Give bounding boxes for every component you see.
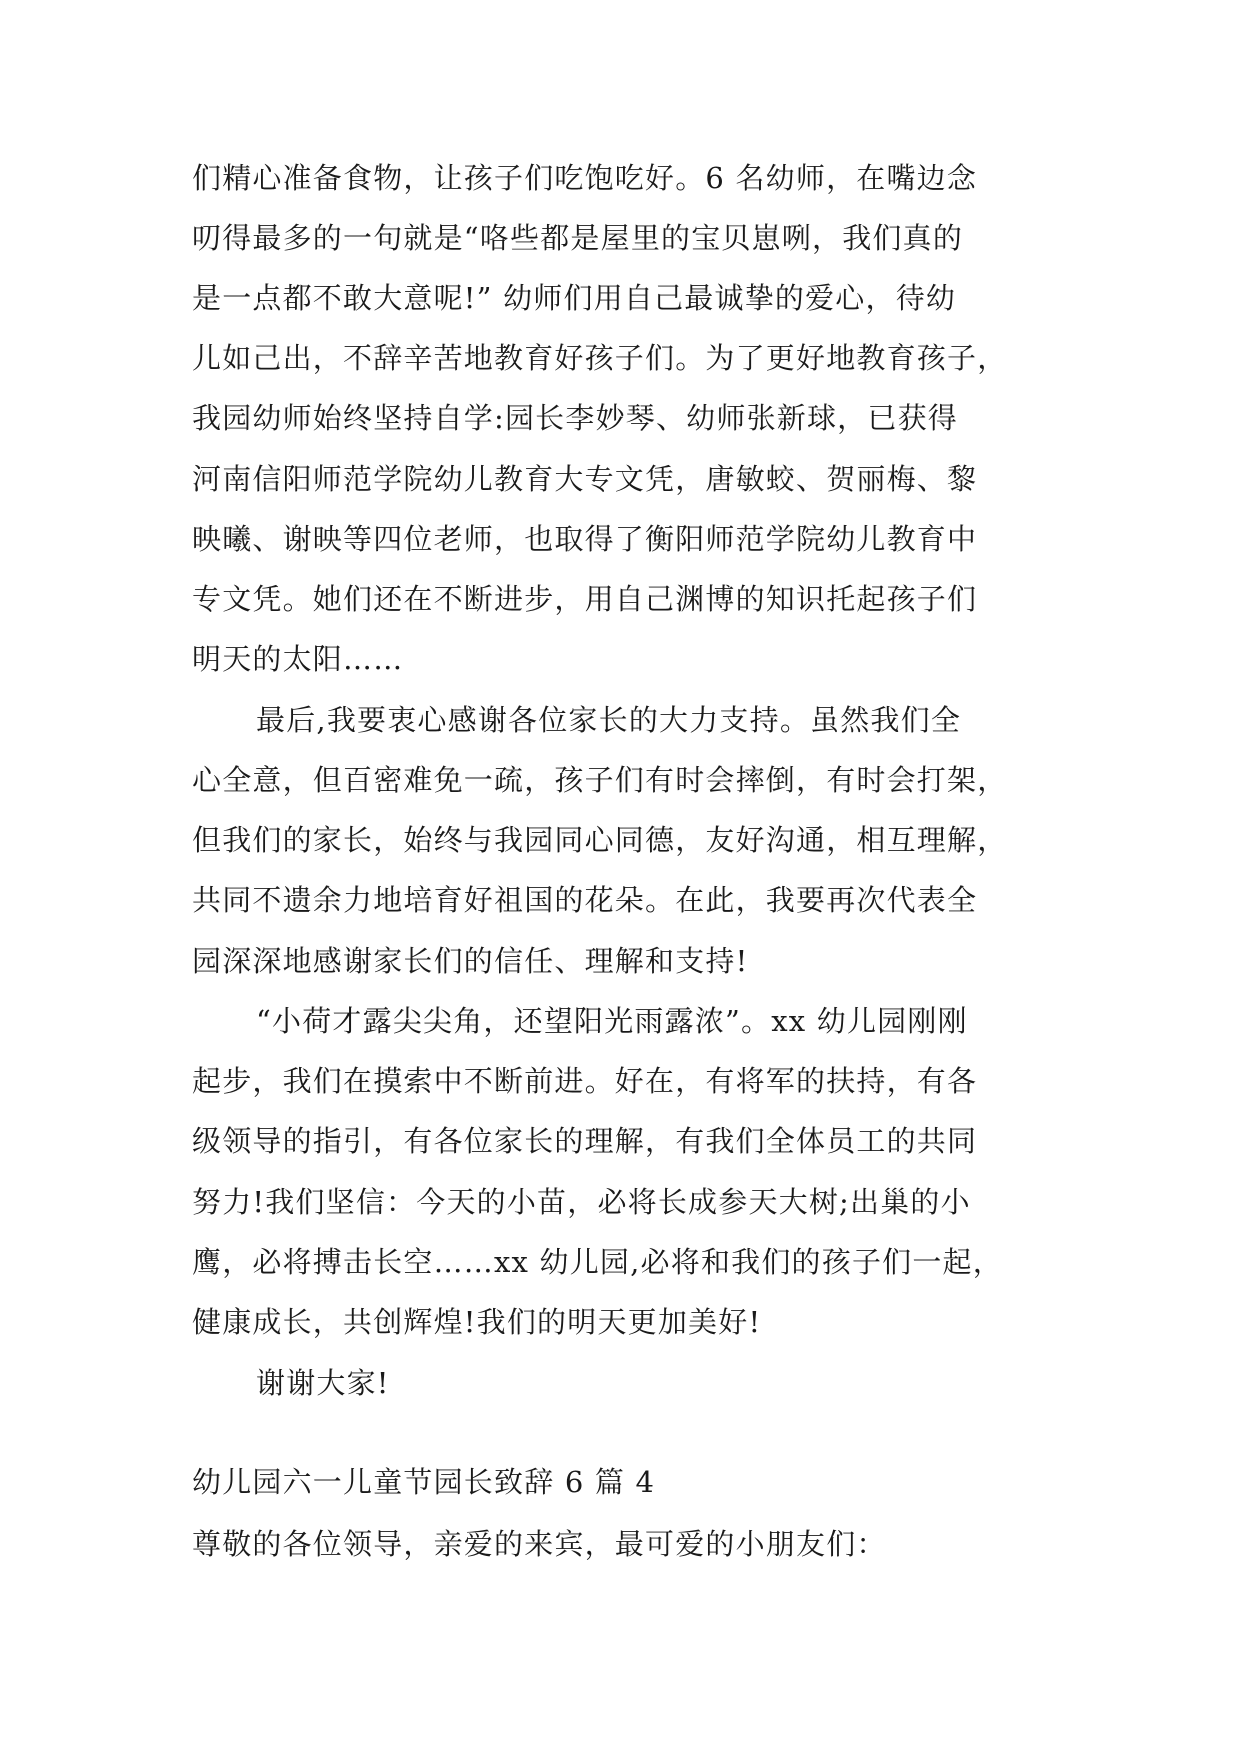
salutation: 尊敬的各位领导，亲爱的来宾，最可爱的小朋友们： [192,1527,887,1561]
paragraph-first-line: 最后,我要衷心感谢各位家长的大力支持。虽然我们全 [256,703,962,737]
text-line: 儿如己出，不辞辛苦地教育好孩子们。为了更好地教育孩子， [192,341,1008,375]
text-line: 是一点都不敢大意呢!” 幼师们用自己最诚挚的爱心，待幼 [192,281,957,315]
text-line: 鹰，必将搏击长空……xx 幼儿园,必将和我们的孩子们一起， [192,1245,1003,1279]
text-line: 共同不遗余力地培育好祖国的花朵。在此，我要再次代表全 [192,883,978,917]
text-line: 河南信阳师范学院幼儿教育大专文凭，唐敏蛟、贺丽梅、黎 [192,462,978,496]
text-line: 们精心准备食物，让孩子们吃饱吃好。6 名幼师，在嘴边念 [192,161,978,195]
paragraph-first-line: “小荷才露尖尖角，还望阳光雨露浓”。xx 幼儿园刚刚 [256,1004,968,1038]
text-line: 级领导的指引，有各位家长的理解，有我们全体员工的共同 [192,1124,978,1158]
text-line: 专文凭。她们还在不断进步，用自己渊博的知识托起孩子们 [192,582,978,616]
text-line: 映曦、谢映等四位老师，也取得了衡阳师范学院幼儿教育中 [192,522,978,556]
text-line: 起步，我们在摸索中不断前进。好在，有将军的扶持，有各 [192,1064,978,1098]
text-line: 健康成长，共创辉煌!我们的明天更加美好! [192,1305,762,1339]
text-line: 园深深地感谢家长们的信任、理解和支持! [192,944,749,978]
closing-thanks: 谢谢大家! [256,1366,390,1400]
text-line: 努力!我们坚信：今天的小苗，必将长成参天大树;出巢的小 [192,1185,971,1219]
section-title: 幼儿园六一儿童节园长致辞 6 篇 4 [192,1465,656,1499]
text-line: 但我们的家长，始终与我园同心同德，友好沟通，相互理解， [192,823,1008,857]
text-line: 我园幼师始终坚持自学:园长李妙琴、幼师张新球，已获得 [192,401,958,435]
text-line: 心全意，但百密难免一疏，孩子们有时会摔倒，有时会打架， [192,763,1008,797]
text-line: 叨得最多的一句就是“咯些都是屋里的宝贝崽咧，我们真的 [192,221,964,255]
text-line: 明天的太阳…… [192,642,404,676]
